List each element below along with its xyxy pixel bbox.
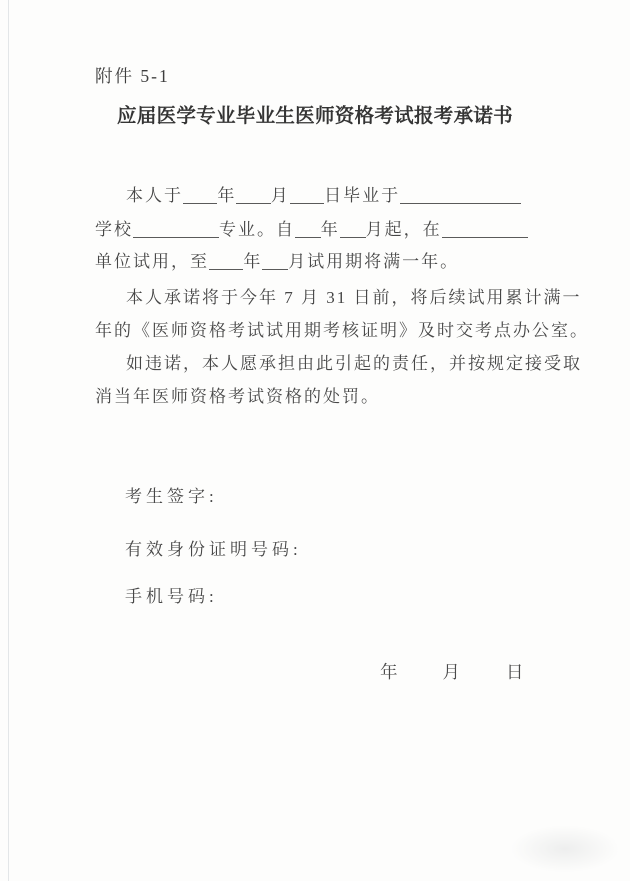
scan-edge-line (8, 0, 9, 881)
paragraph-line: 单位试用，至 年 月试用期将满一年。 (95, 252, 460, 271)
fill-in-blank (295, 235, 321, 238)
date-day-label: 日 (506, 662, 524, 682)
fill-in-blank (340, 235, 366, 238)
fill-in-blank (400, 201, 520, 204)
paragraph-line: 本人承诺将于今年 7 月 31 日前，将后续试用累计满一 (126, 288, 582, 307)
fill-in-blank (290, 201, 324, 204)
scan-smudge-artifact (510, 825, 620, 873)
paragraph-line: 年的《医师资格考试试用期考核证明》及时交考点办公室。 (95, 321, 589, 340)
date-year-label: 年 (380, 662, 398, 682)
fill-in-blank (262, 267, 288, 270)
fill-in-blank (183, 201, 217, 204)
paragraph-line: 消当年医师资格考试资格的处罚。 (95, 387, 380, 406)
paragraph-line: 如违诺，本人愿承担由此引起的责任，并按规定接受取 (126, 354, 582, 373)
fill-in-blank (442, 235, 528, 238)
mobile-number-label: 手机号码: (125, 587, 218, 606)
id-number-label: 有效身份证明号码: (125, 540, 302, 559)
examinee-signature-label: 考生签字: (125, 487, 218, 506)
page-title: 应届医学专业毕业生医师资格考试报考承诺书 (116, 106, 513, 127)
fill-in-blank (236, 201, 270, 204)
attachment-label: 附件 5-1 (95, 66, 170, 86)
date-month-label: 月 (442, 662, 460, 682)
fill-in-blank (209, 267, 243, 270)
paragraph-line: 学校 专业。自 年 月起，在 (95, 219, 528, 241)
paragraph-line: 本人于 年 月 日毕业于 (95, 185, 521, 207)
fill-in-blank (133, 235, 219, 238)
date-line (380, 659, 524, 684)
